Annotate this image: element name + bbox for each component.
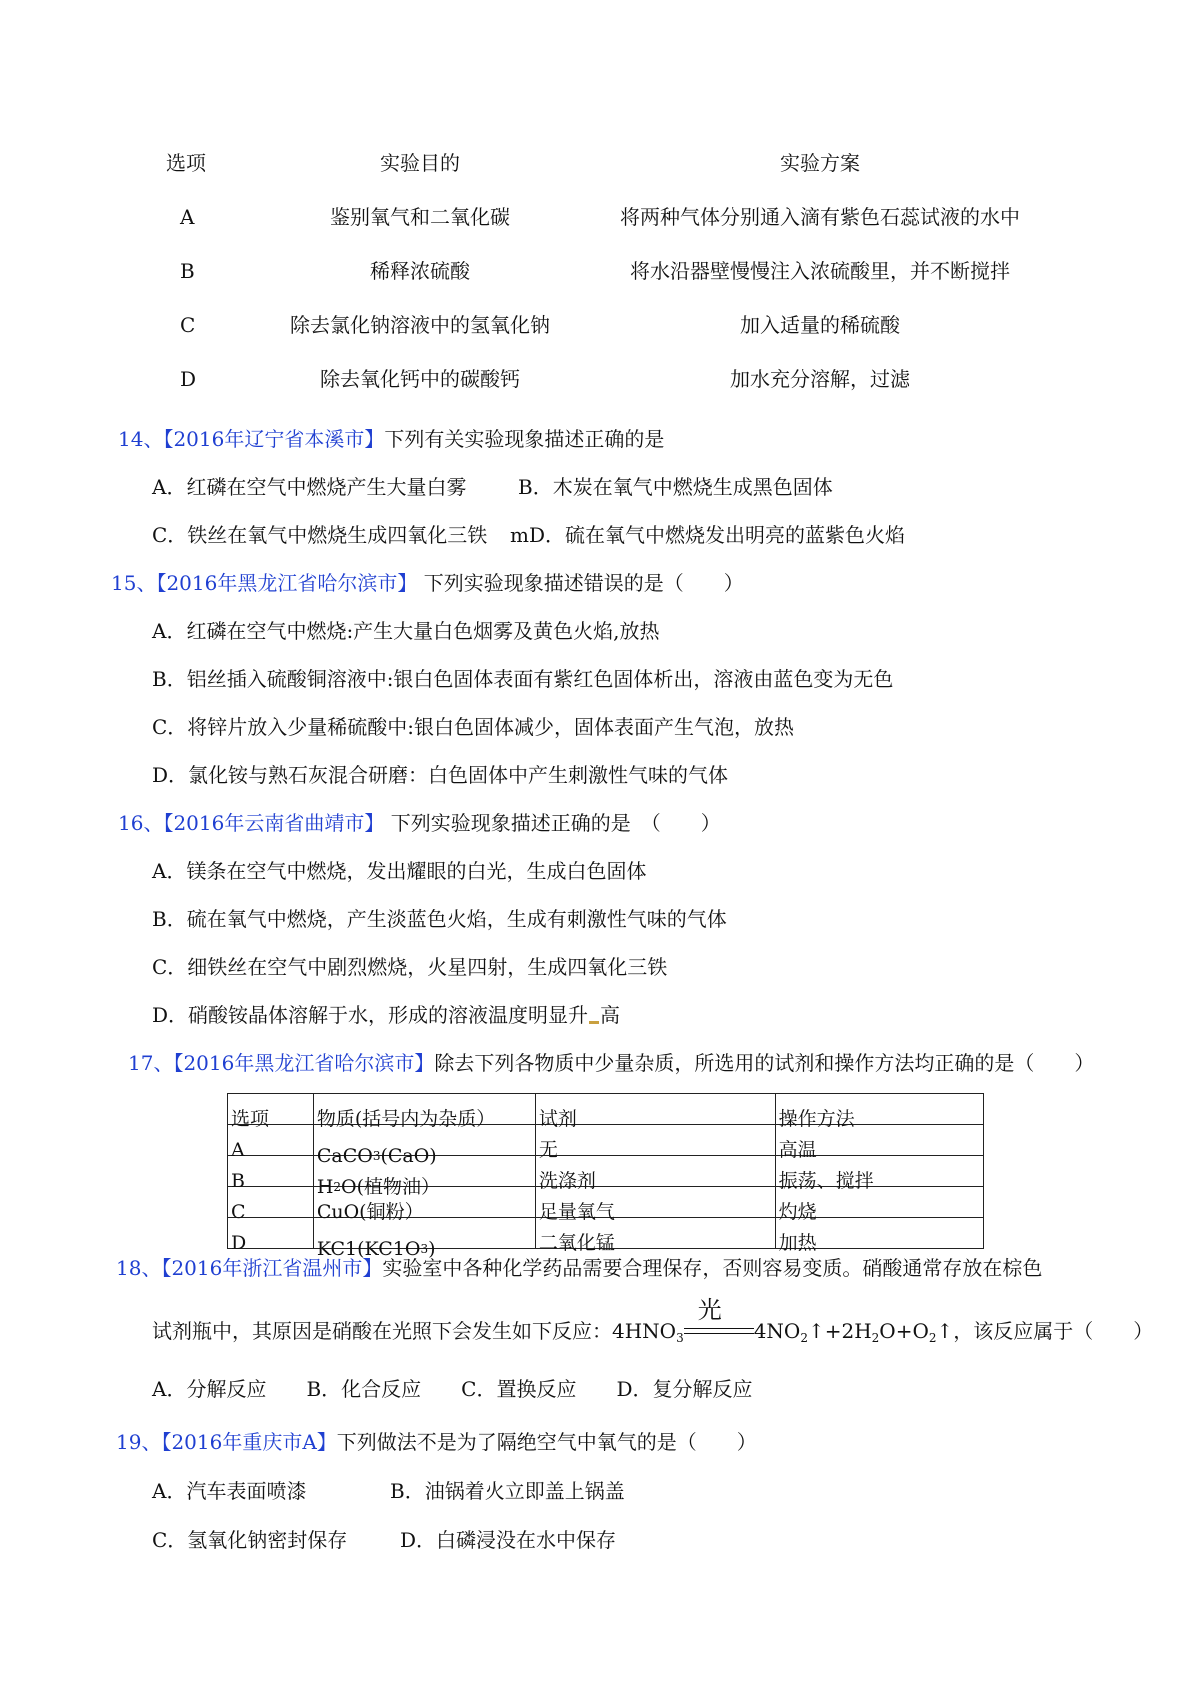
reaction-condition: 光 (697, 1296, 722, 1324)
question-title (111, 573, 744, 593)
table-header: 操作方法 (778, 1108, 855, 1131)
options-line: A．分解反应 B．化合反应 C．置换反应 D．复分解反应 (152, 1377, 753, 1401)
table-cell-option: B (231, 1170, 245, 1193)
question-source: 【2016年浙江省温州市】 (161, 1256, 383, 1280)
table-row-goal: 稀释浓硫酸 (370, 259, 470, 283)
reaction-product: O+O (879, 1319, 929, 1343)
question-title (116, 1258, 1042, 1278)
table-row-plan: 将两种气体分别通入滴有紫色石蕊试液的水中 (620, 205, 1020, 229)
table-cell-option: D (231, 1232, 247, 1255)
table-row-option: B (180, 259, 195, 283)
question-stem: 除去下列各物质中少量杂质，所选用的试剂和操作方法均正确的是（ ） (434, 1051, 1095, 1075)
option-d (152, 1005, 620, 1025)
table-row-option: C (180, 313, 196, 337)
question-title (128, 1053, 1094, 1073)
table-header-plan: 实验方案 (780, 151, 860, 175)
table-row-option: A (180, 205, 195, 229)
option-a: A．镁条在空气中燃烧，发出耀眼的白光，生成白色固体 (152, 859, 647, 883)
reaction-product: 4NO (753, 1319, 801, 1343)
option-d: D．白磷浸没在水中保存 (400, 1528, 617, 1552)
table-cell-option: A (231, 1139, 245, 1162)
reaction-arrow (684, 1296, 754, 1340)
option-c: C．将锌片放入少量稀硫酸中:银白色固体减少，固体表面产生气泡，放热 (152, 715, 795, 739)
question-title (118, 813, 721, 833)
table-cell-substance: $H_2O$(植物油） (316, 1176, 441, 1199)
question-source: 【2016年重庆市A】 (161, 1430, 337, 1454)
question-number: 16、 (118, 811, 164, 835)
table-header: 试剂 (538, 1108, 577, 1131)
table-row-plan: 加水充分溶解，过滤 (730, 367, 910, 391)
question-source: 【2016年黑龙江省哈尔滨市】 (173, 1051, 435, 1075)
table-cell-method: 灼烧 (778, 1201, 817, 1224)
table-header: 物质(括号内为杂质） (316, 1108, 496, 1131)
table-header: 选项 (231, 1108, 270, 1131)
option-b: B．铝丝插入硫酸铜溶液中:银白色固体表面有紫红色固体析出，溶液由蓝色变为无色 (152, 667, 894, 691)
table-header-goal: 实验目的 (380, 151, 460, 175)
table-header-option: 选项 (166, 151, 206, 175)
option-a: A．红磷在空气中燃烧产生大量白雾 (152, 475, 467, 499)
option-d: mD．硫在氧气中燃烧发出明亮的蓝紫色火焰 (510, 523, 905, 547)
table-cell-substance: CuO(铜粉） (316, 1201, 424, 1224)
question-number: 19、 (116, 1430, 162, 1454)
table-cell-reagent: 无 (538, 1139, 558, 1162)
subscript: 3 (676, 1331, 684, 1345)
option-d-text-end: 高 (600, 1003, 621, 1027)
table-cell-method: 高温 (778, 1139, 817, 1162)
table-cell-substance: $KC1(KC1O_3)$ (316, 1238, 436, 1261)
subscript: 2 (800, 1331, 808, 1345)
reaction-line (152, 1296, 1154, 1345)
table-cell-reagent: 二氧化锰 (538, 1232, 615, 1255)
question-stem: 下列做法不是为了隔绝空气中氧气的是（ ） (336, 1430, 757, 1454)
table-cell-option: C (231, 1201, 246, 1224)
option-d: D．氯化铵与熟石灰混合研磨：白色固体中产生刺激性气味的气体 (152, 763, 729, 787)
question-stem: 实验室中各种化学药品需要合理保存，否则容易变质。硝酸通常存放在棕色 (382, 1256, 1043, 1280)
question-number: 18、 (116, 1256, 162, 1280)
question-number: 14、 (118, 427, 164, 451)
question-stem: 下列实验现象描述正确的是 （ ） (390, 811, 721, 835)
reaction-tail: ↑，该反应属于（ ） (936, 1319, 1154, 1343)
option-c: C．氢氧化钠密封保存 (152, 1528, 348, 1552)
option-a: A．汽车表面喷漆 (152, 1479, 307, 1503)
question-title (118, 429, 664, 449)
table-row-option: D (180, 367, 197, 391)
question-source: 【2016年辽宁省本溪市】 (163, 427, 385, 451)
option-b: B．木炭在氧气中燃烧生成黑色固体 (518, 475, 833, 499)
table-cell-reagent: 洗涤剂 (538, 1170, 596, 1193)
question-title (116, 1432, 757, 1452)
reaction-text: 试剂瓶中，其原因是硝酸在光照下会发生如下反应：4HNO (152, 1319, 677, 1343)
option-d-text: D．硝酸铵晶体溶解于水，形成的溶液温度明显升 (152, 1003, 589, 1027)
option-c: C．细铁丝在空气中剧烈燃烧，火星四射，生成四氧化三铁 (152, 955, 668, 979)
option-c: C．铁丝在氧气中燃烧生成四氧化三铁 (152, 523, 488, 547)
table-row-plan: 加入适量的稀硫酸 (740, 313, 900, 337)
subscript: 2 (928, 1331, 937, 1345)
impurity-table (227, 1093, 984, 1261)
option-b: B．油锅着火立即盖上锅盖 (390, 1479, 625, 1503)
edit-mark (589, 1021, 599, 1024)
table-cell-method: 振荡、搅拌 (778, 1170, 874, 1193)
table-cell-substance: CaCO$_3$(CaO) (316, 1145, 437, 1168)
table-row-goal: 除去氯化钠溶液中的氢氧化钠 (290, 313, 550, 337)
table-row-plan: 将水沿器壁慢慢注入浓硫酸里，并不断搅拌 (630, 259, 1010, 283)
table-header-row (228, 1094, 984, 1125)
question-stem: 下列实验现象描述错误的是（ ） (423, 571, 744, 595)
table-row-goal: 鉴别氧气和二氧化碳 (330, 205, 510, 229)
subscript: 2 (871, 1331, 880, 1345)
table-cell-reagent: 足量氧气 (538, 1201, 615, 1224)
table-row-goal: 除去氧化钙中的碳酸钙 (320, 367, 520, 391)
question-stem: 下列有关实验现象描述正确的是 (384, 427, 665, 451)
question-number: 15、 (111, 571, 157, 595)
reaction-product: ↑+2H (807, 1319, 872, 1343)
question-number: 17、 (128, 1051, 174, 1075)
question-source: 【2016年黑龙江省哈尔滨市】 (156, 571, 418, 595)
question-source: 【2016年云南省曲靖市】 (163, 811, 385, 835)
table-cell-method: 加热 (778, 1232, 817, 1255)
option-a: A．红磷在空气中燃烧:产生大量白色烟雾及黄色火焰,放热 (152, 619, 660, 643)
option-b: B．硫在氧气中燃烧，产生淡蓝色火焰，生成有刺激性气味的气体 (152, 907, 727, 931)
